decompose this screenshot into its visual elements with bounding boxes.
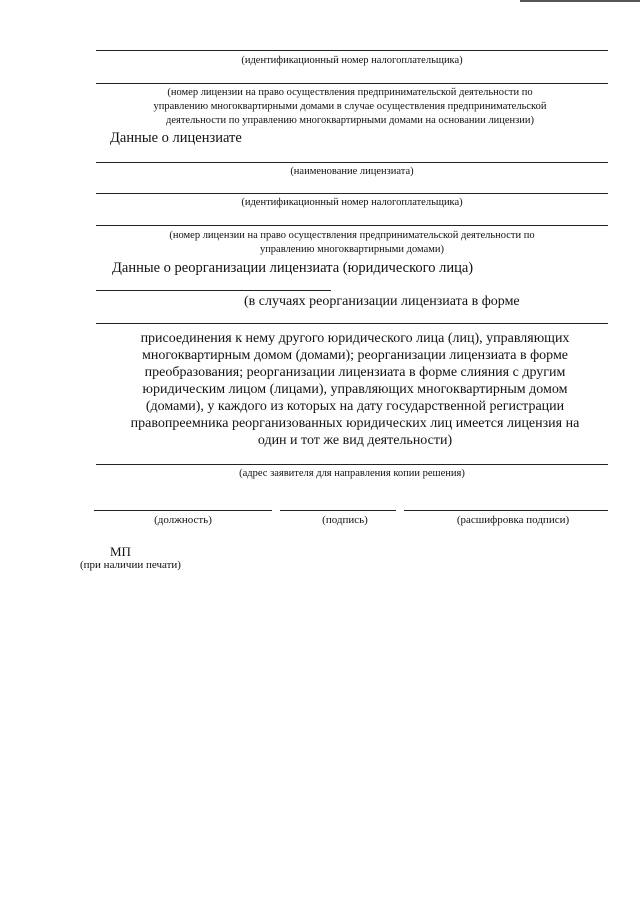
position-line [94, 510, 272, 511]
applicant-license-caption-line-1: (номер лицензии на право осуществления предпринимательской деятельности по [167, 87, 533, 98]
stamp-label: МП [110, 544, 131, 559]
applicant-inn-caption: (идентификационный номер налогоплательщика) [241, 55, 463, 66]
applicant-license-caption-line-3: деятельности по управлению многоквартирными домами на основании лицензии) [165, 115, 535, 126]
stamp-note: (при наличии печати) [80, 559, 181, 571]
signature-line [280, 510, 396, 511]
reorganization-text-line-6: правопреемника реорганизованных юридических лиц имеется лицензия на [130, 416, 580, 431]
licensee-name-caption: (наименование лицензиата) [290, 166, 414, 177]
signature-transcript-caption: (расшифровка подписи) [456, 514, 570, 526]
applicant-inn-line [96, 50, 608, 51]
address-caption: (адрес заявителя для направления копии решения) [239, 468, 465, 479]
licensee-license-line [96, 225, 608, 226]
licensee-inn-line [96, 193, 608, 194]
reorganization-long-line [96, 323, 608, 324]
reorganization-text-line-4: юридическим лицом (лицами), управляющих многоквартирным домом [142, 382, 568, 397]
address-line [96, 464, 608, 465]
licensee-license-caption-line-2: управлению многоквартирными домами) [259, 244, 445, 255]
reorganization-text-line-3: преобразования; реорганизации лицензиата в форме слияния с другим [144, 365, 566, 380]
position-caption: (должность) [154, 514, 212, 526]
reorganization-short-line [96, 290, 331, 291]
applicant-license-caption-line-2: управлению многоквартирными домами в случае осуществления предпринимательской [153, 101, 547, 112]
signature-transcript-line [404, 510, 608, 511]
reorganization-text-line-7: один и тот же вид деятельности) [257, 433, 453, 448]
scan-edge-mark [520, 0, 640, 2]
reorganization-text-line-5: (домами), у каждого из которых на дату государственной регистрации [145, 399, 565, 414]
reorganization-text-line-2: многоквартирным домом (домами); реорганизации лицензиата в форме [141, 348, 569, 363]
reorganization-text-line-1: присоединения к нему другого юридического лица (лиц), управляющих [140, 331, 570, 346]
reorganization-intro: (в случаях реорганизации лицензиата в форме [244, 294, 520, 309]
applicant-license-line [96, 83, 608, 84]
signature-caption: (подпись) [322, 514, 368, 526]
reorganization-heading: Данные о реорганизации лицензиата (юридического лица) [112, 260, 474, 276]
licensee-inn-caption: (идентификационный номер налогоплательщика) [241, 197, 463, 208]
licensee-name-line [96, 162, 608, 163]
licensee-heading: Данные о лицензиате [110, 130, 242, 146]
licensee-license-caption-line-1: (номер лицензии на право осуществления предпринимательской деятельности по [169, 230, 535, 241]
